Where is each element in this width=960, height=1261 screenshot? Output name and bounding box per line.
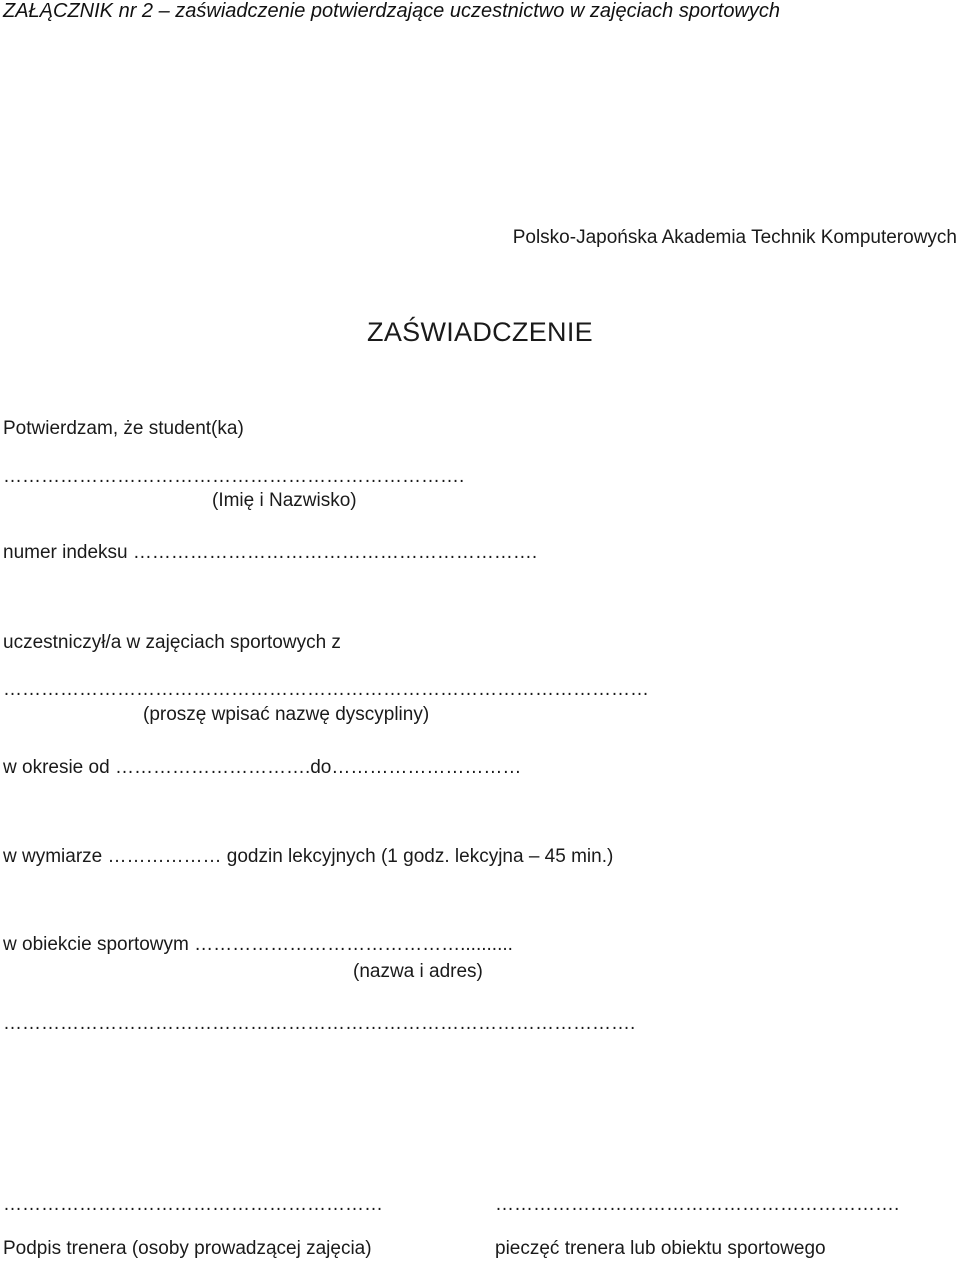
attachment-header: ZAŁĄCZNIK nr 2 – zaświadczenie potwierdzające uczestnictwo w zajęciach sportowych (3, 0, 781, 22)
signature-caption: Podpis trenera (osoby prowadzącej zajęcia) (3, 1238, 372, 1259)
signature-field[interactable]: …………………………………………………… (3, 1194, 383, 1215)
name-caption: (Imię i Nazwisko) (212, 490, 357, 511)
document-title: ZAŚWIADCZENIE (367, 317, 593, 347)
stamp-caption: pieczęć trenera lub obiektu sportowego (495, 1238, 826, 1259)
period-field[interactable]: w okresie od ………………………….do………………………… (3, 757, 522, 778)
hours-field[interactable]: w wymiarze ……………… godzin lekcyjnych (1 godz. lekcyjna – 45 min.) (3, 846, 614, 867)
facility-caption: (nazwa i adres) (353, 961, 483, 982)
discipline-caption: (proszę wpisać nazwę dyscypliny) (143, 704, 430, 725)
confirm-text: Potwierdzam, że student(ka) (3, 418, 244, 439)
index-field[interactable]: numer indeksu ………………………………………………………. (3, 542, 538, 563)
facility-field[interactable]: w obiekcie sportowym …………………………………….......... (3, 934, 513, 955)
institution-name: Polsko-Japońska Akademia Technik Komputerowych (512, 227, 957, 248)
discipline-field[interactable]: ………………………………………………………………………………………… (3, 679, 649, 700)
stamp-field[interactable]: ………………………………………………………. (495, 1194, 900, 1215)
facility-address-field[interactable]: ………………………………………………………………………………………. (3, 1013, 636, 1034)
name-field[interactable]: ………………………………………………………………. (3, 466, 465, 487)
participated-text: uczestniczył/a w zajęciach sportowych z (3, 632, 341, 653)
